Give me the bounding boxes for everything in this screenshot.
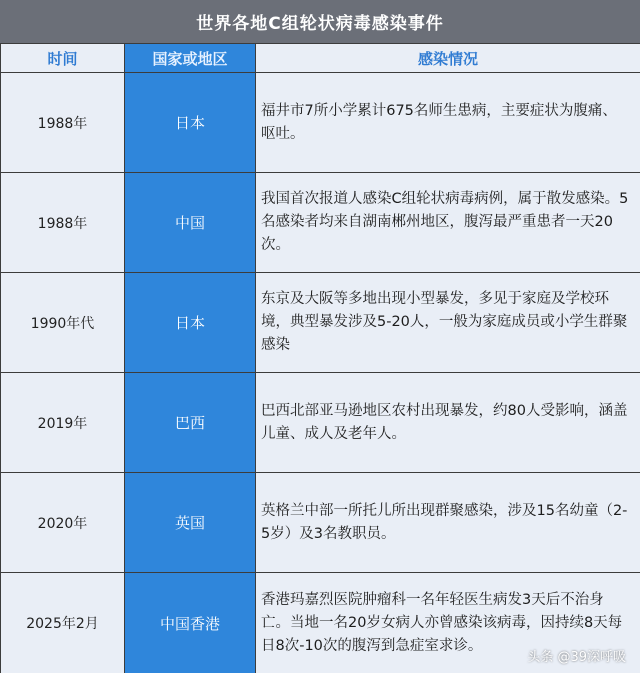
row-detail: 福井市7所小学累计675名师生患病，主要症状为腹痛、呕吐。 (256, 73, 640, 173)
table-row (1, 473, 640, 573)
table-row (1, 73, 640, 173)
header-detail: 感染情况 (256, 44, 640, 73)
row-detail: 英格兰中部一所托儿所出现群聚感染，涉及15名幼童（2-5岁）及3名教职员。 (256, 473, 640, 573)
table-row (1, 373, 640, 473)
row-time: 1990年代 (1, 273, 125, 373)
row-region: 中国 (125, 173, 256, 273)
row-detail: 香港玛嘉烈医院肿瘤科一名年轻医生病发3天后不治身亡。当地一名20岁女病人亦曾感染该病毒，因持续8天每日8次-10次的腹泻到急症室求诊。 (256, 573, 640, 673)
table-title: 世界各地C组轮状病毒感染事件 (0, 0, 640, 43)
source-watermark: 头条 @39深呼吸 (527, 650, 626, 665)
row-detail: 巴西北部亚马逊地区农村出现暴发，约80人受影响，涵盖儿童、成人及老年人。 (256, 373, 640, 473)
row-time: 2019年 (1, 373, 125, 473)
row-region: 日本 (125, 73, 256, 173)
row-region: 巴西 (125, 373, 256, 473)
infection-events-table (0, 43, 640, 673)
row-region: 日本 (125, 273, 256, 373)
row-time: 2020年 (1, 473, 125, 573)
row-region: 英国 (125, 473, 256, 573)
row-time: 1988年 (1, 73, 125, 173)
row-time: 1988年 (1, 173, 125, 273)
table-row (1, 273, 640, 373)
row-region: 中国香港 (125, 573, 256, 673)
row-time: 2025年2月 (1, 573, 125, 673)
header-row (1, 44, 640, 73)
header-region: 国家或地区 (125, 44, 256, 73)
row-detail: 东京及大阪等多地出现小型暴发，多见于家庭及学校环境，典型暴发涉及5-20人，一般为家庭成员或小学生群聚感染 (256, 273, 640, 373)
table-row (1, 173, 640, 273)
row-detail: 我国首次报道人感染C组轮状病毒病例，属于散发感染。5名感染者均来自湖南郴州地区，腹泻最严重患者一天20次。 (256, 173, 640, 273)
header-time: 时间 (1, 44, 125, 73)
